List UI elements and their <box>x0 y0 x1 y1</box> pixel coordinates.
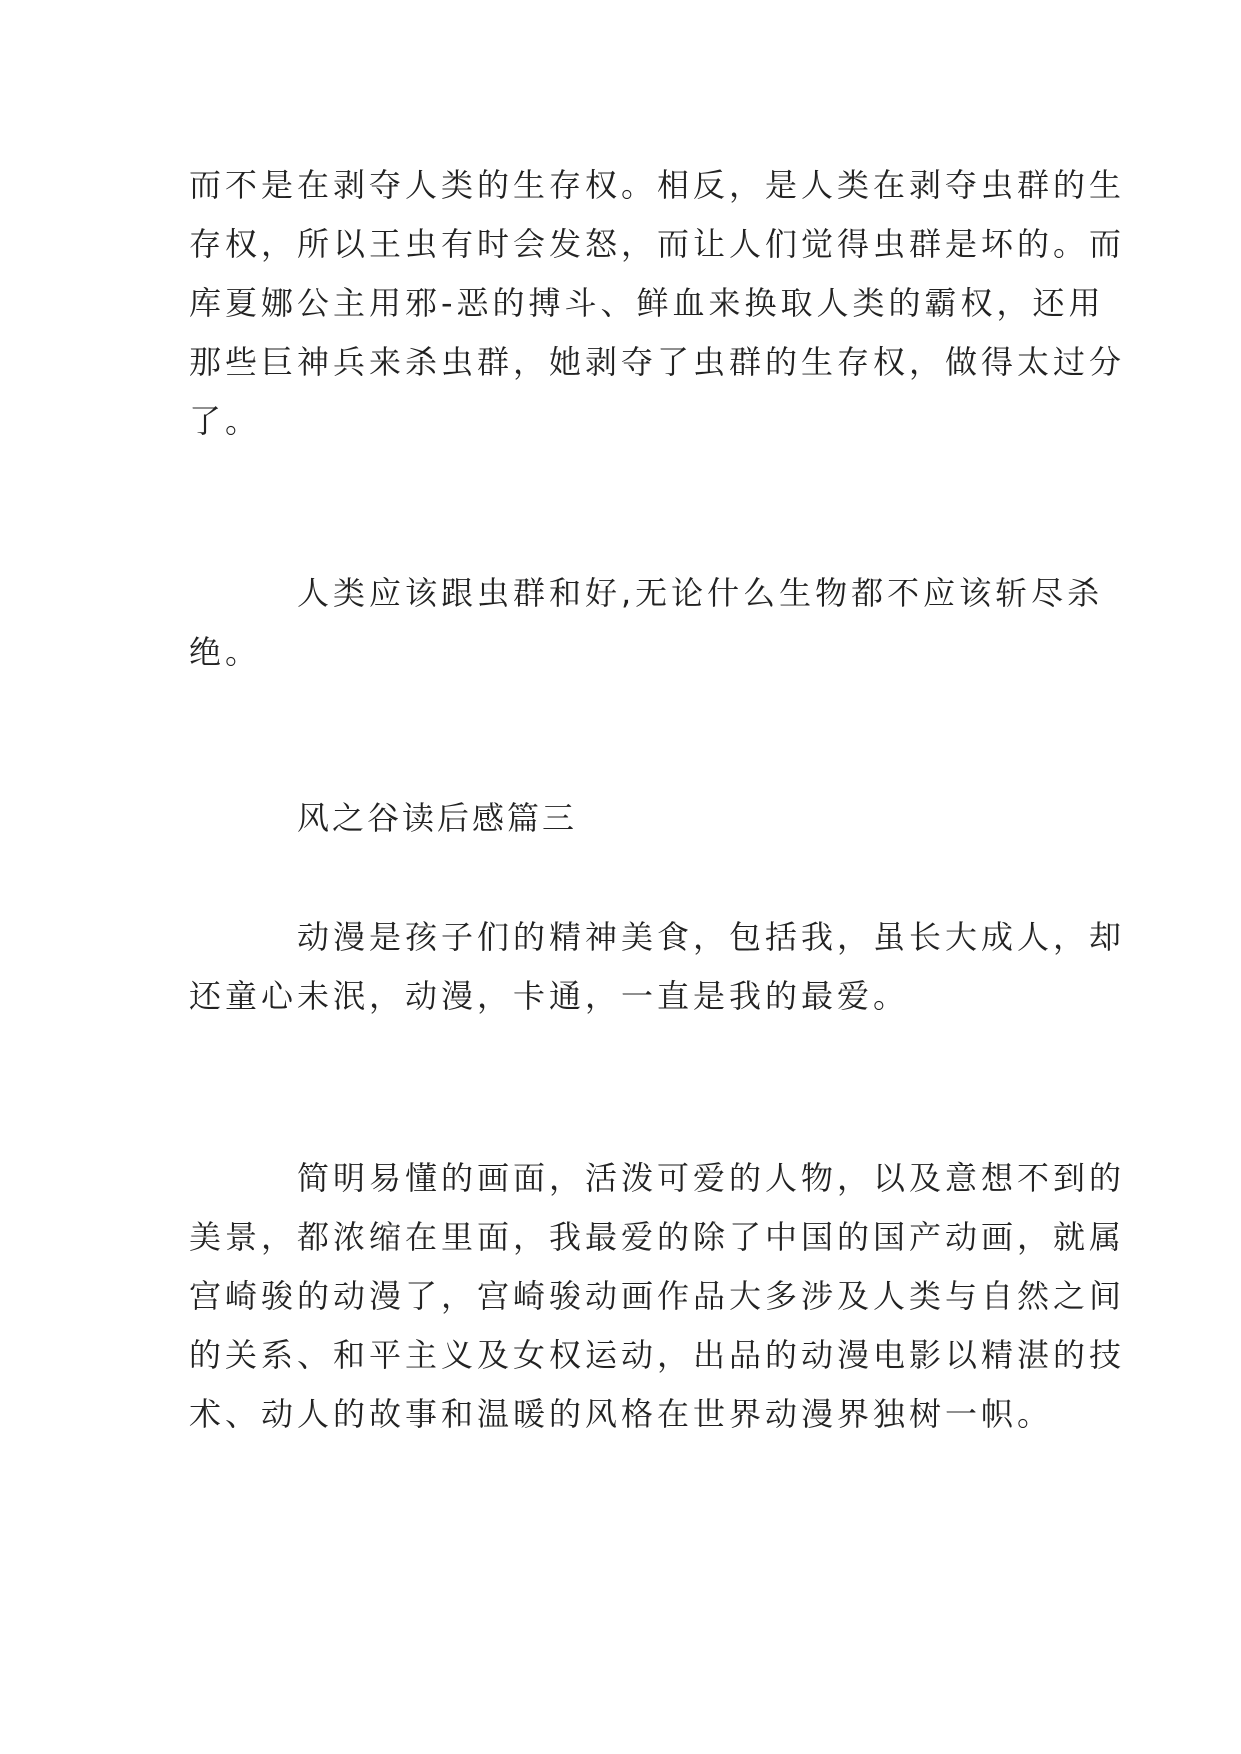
paragraph-4-line-1: 简明易懂的画面，活泼可爱的人物，以及意想不到的 <box>297 1159 1126 1197</box>
paragraph-4-line-4: 的关系、和平主义及女权运动，出品的动漫电影以精湛的技 <box>189 1336 1126 1374</box>
paragraph-3-line-1: 动漫是孩子们的精神美食，包括我，虽长大成人，却 <box>297 918 1126 956</box>
paragraph-1-line-5: 了。 <box>189 402 262 440</box>
paragraph-4-line-3: 宫崎骏的动漫了，宫崎骏动画作品大多涉及人类与自然之间 <box>189 1277 1126 1315</box>
paragraph-3-line-2: 还童心未泯，动漫，卡通，一直是我的最爱。 <box>189 977 910 1015</box>
paragraph-3 <box>189 908 1126 1026</box>
paragraph-1-line-4: 那些巨神兵来杀虫群，她剥夺了虫群的生存权，做得太过分 <box>189 343 1126 381</box>
section-heading: 风之谷读后感篇三 <box>297 799 578 837</box>
paragraph-1-line-3: 库夏娜公主用邪-恶的搏斗、鲜血来换取人类的霸权，还用 <box>189 284 1105 322</box>
paragraph-2-line-1: 人类应该跟虫群和好,无论什么生物都不应该斩尽杀 <box>297 574 1104 612</box>
paragraph-1 <box>189 156 1126 451</box>
paragraph-2-line-2: 绝。 <box>189 633 262 671</box>
paragraph-4-line-2: 美景，都浓缩在里面，我最爱的除了中国的国产动画，就属 <box>189 1218 1126 1256</box>
paragraph-1-line-2: 存权，所以王虫有时会发怒，而让人们觉得虫群是坏的。而 <box>189 225 1126 263</box>
paragraph-4-line-5: 术、动人的故事和温暖的风格在世界动漫界独树一帜。 <box>189 1395 1054 1433</box>
paragraph-4 <box>189 1149 1126 1444</box>
paragraph-1-line-1: 而不是在剥夺人类的生存权。相反，是人类在剥夺虫群的生 <box>189 166 1126 204</box>
paragraph-2 <box>189 564 1104 682</box>
